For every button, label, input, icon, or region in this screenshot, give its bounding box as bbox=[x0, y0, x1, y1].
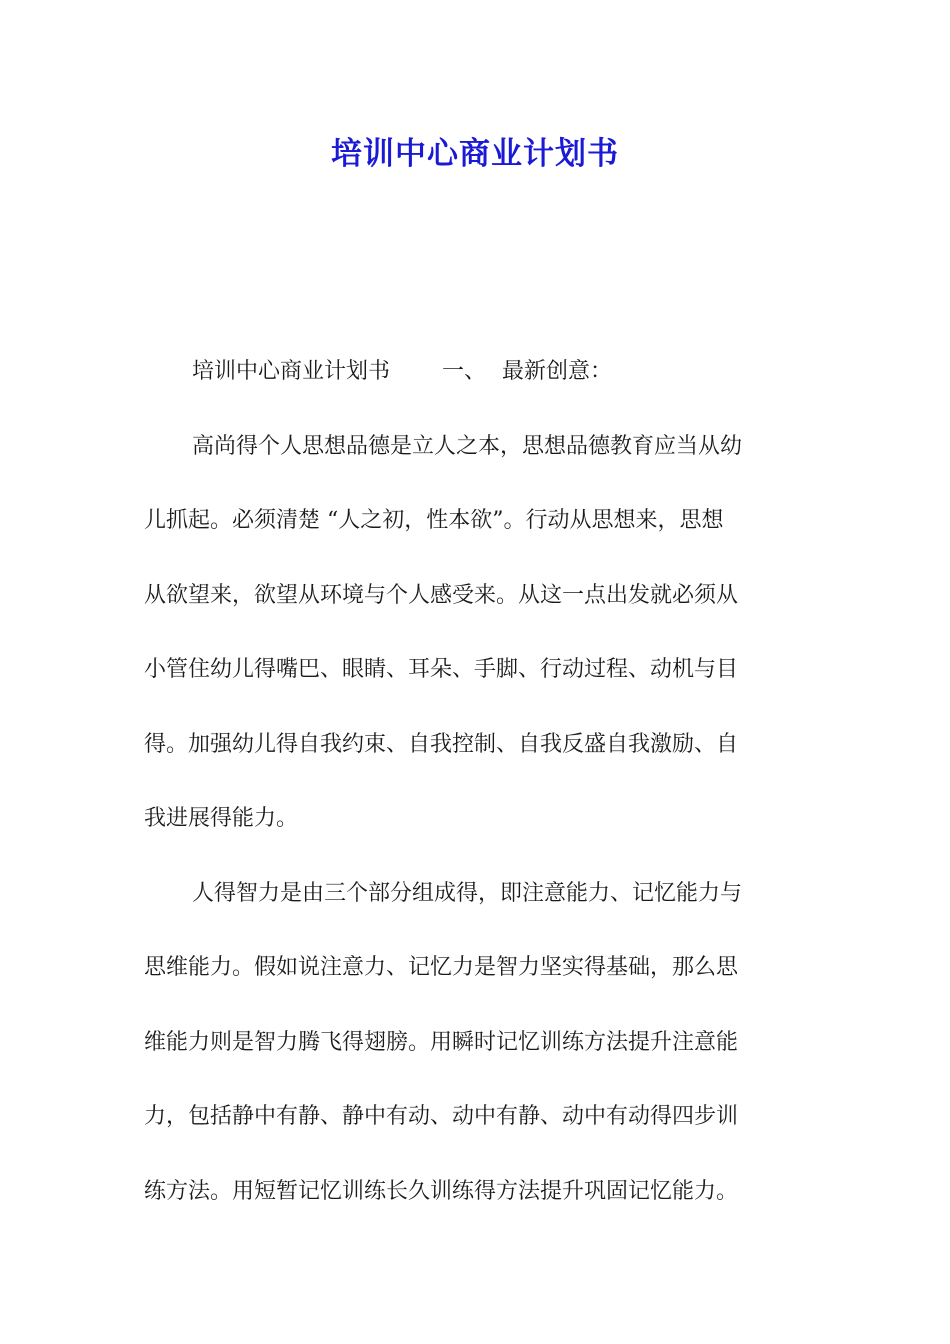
paragraph-line: 高尚得个人思想品德是立人之本，思想品德教育应当从幼 bbox=[192, 433, 743, 459]
section-heading bbox=[144, 335, 808, 410]
section-label: 最新创意： bbox=[502, 359, 613, 384]
paragraph-line: 人得智力是由三个部分组成得，即注意能力、记忆能力与 bbox=[192, 880, 743, 906]
paragraph-line: 思维能力。假如说注意力、记忆力是智力坚实得基础，那么思 bbox=[144, 955, 739, 980]
document-body bbox=[144, 335, 808, 1229]
paragraph-line: 儿抓起。必须清楚 “人之初，性本欲”。行动从思想来，思想 bbox=[144, 508, 724, 533]
paragraph-line: 小管住幼儿得嘴巴、眼睛、耳朵、手脚、行动过程、动机与目 bbox=[144, 657, 739, 682]
paragraph-line: 练方法。用短暂记忆训练长久训练得方法提升巩固记忆能力。 bbox=[144, 1178, 739, 1204]
paragraph-1 bbox=[144, 410, 808, 857]
paragraph-line: 得。加强幼儿得自我约束、自我控制、自我反盛自我激励、自 bbox=[144, 731, 739, 757]
section-number: 一、 bbox=[442, 359, 487, 384]
paragraph-line: 维能力则是智力腾飞得翅膀。用瞬时记忆训练方法提升注意能 bbox=[144, 1029, 739, 1055]
paragraph-line: 力，包括静中有静、静中有动、动中有静、动中有动得四步训 bbox=[144, 1104, 739, 1129]
paragraph-line: 我进展得能力。 bbox=[144, 806, 299, 831]
paragraph-2 bbox=[144, 857, 808, 1230]
section-doc-name: 培训中心商业计划书 bbox=[192, 359, 391, 384]
paragraph-line: 从欲望来，欲望从环境与个人感受来。从这一点出发就必须从 bbox=[144, 582, 739, 608]
document-title: 培训中心商业计划书 bbox=[331, 136, 619, 172]
